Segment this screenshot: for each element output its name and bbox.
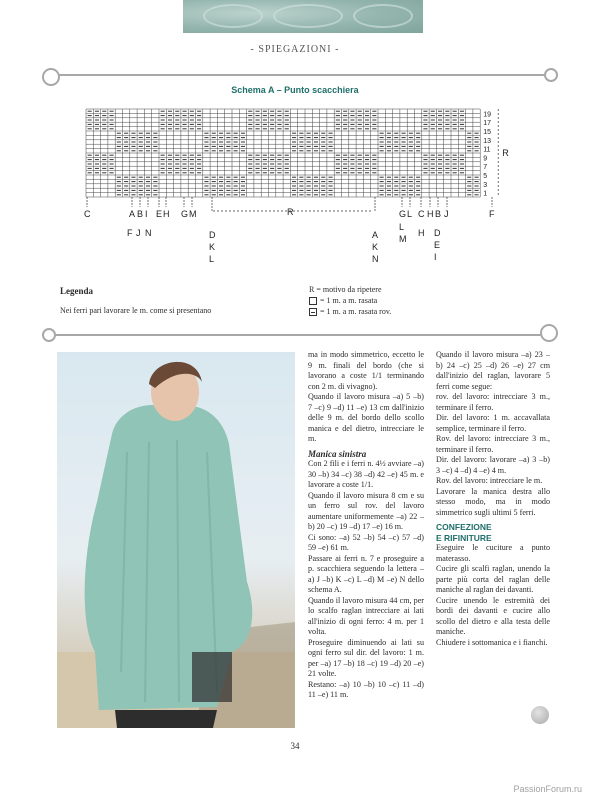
chart-marker: H (427, 209, 434, 219)
chart-marker: M (399, 234, 407, 244)
legend-rasata: = 1 m. a m. rasata (309, 295, 391, 306)
chart-marker: K (372, 242, 379, 252)
chart-marker: L (209, 254, 215, 264)
chart-marker: D (434, 228, 441, 238)
chart-marker: N (145, 228, 152, 238)
chart-marker: N (372, 254, 379, 264)
paragraph: Rov. del lavoro: intrecciare 3 m., terminare il ferro. (436, 434, 550, 454)
page-number: 34 (290, 741, 300, 751)
paragraph: rov. del lavoro: intrecciare 3 m., terminare il ferro. (436, 392, 550, 412)
paragraph: Passare ai ferri n. 7 e proseguire a p. scacchiera seguendo la lettera –a) J –b) K –c) L –d) M –e) N dello schema A. (308, 553, 424, 594)
row-number: 9 (483, 155, 488, 163)
row-number: 13 (483, 137, 491, 145)
paragraph: Rov. del lavoro: intrecciare le m. (436, 476, 543, 485)
model-photo (57, 352, 295, 728)
subhead-manica-sinistra: Manica sinistra (308, 448, 367, 459)
row-number: 11 (483, 146, 491, 154)
chart-marker: J (444, 209, 449, 219)
paragraph: Cucire unendo le estremità dei bordi dei davanti e cucire allo scollo del dietro e alla testa delle maniche. (436, 595, 550, 636)
chart-marker: H (163, 209, 170, 219)
paragraph: Dir. del lavoro: 1 m. accavallata semplice, terminare il ferro. (436, 413, 550, 433)
subhead-confezione: CONFEZIONE (436, 522, 492, 532)
stockinette-symbol-icon (309, 297, 317, 305)
schema-title: Schema A – Punto scacchiera (231, 85, 359, 95)
paragraph: Proseguire diminuendo ai lati su ogni ferro sul dir. del lavoro: 1 m. per –a) 17 –b) 18 –c) 19 –d) 20 –e) 21 volte. (308, 637, 424, 678)
chart-marker: G (181, 209, 189, 219)
chart-marker: L (407, 209, 413, 219)
reverse-stockinette-symbol-icon (309, 308, 317, 316)
chart-marker: B (435, 209, 442, 219)
paragraph: Lavorare la manica destra allo stesso modo, ma in modo simmetrico sugli ultimi 5 ferri. (436, 486, 550, 517)
paragraph: Con 2 fili e i ferri n. 4½ avviare –a) 30 –b) 34 –c) 38 –d) 42 –e) 45 m. e lavorare a coste 1/1. (308, 459, 424, 489)
chart-marker: H (418, 228, 425, 238)
repeat-label-right: R (502, 148, 509, 158)
row-number: 15 (483, 129, 491, 136)
legend-note: Nei ferri pari lavorare le m. come si presentano (60, 306, 212, 315)
subhead-rifiniture: E RIFINITURE (436, 532, 492, 543)
paragraph: Quando il lavoro misura –a) 5 –b) 7 –c) 9 –d) 11 –e) 13 cm dall'inizio delle 9 m. del bordo dello scollo manica e del dietro, intrecciare le m. (308, 392, 424, 443)
text-column-right (436, 350, 550, 648)
paragraph: Chiudere i sottomanica e i fianchi. (436, 637, 548, 647)
legend-title: Legenda (60, 286, 94, 296)
chart-marker: D (209, 230, 216, 240)
row-number: 19 (483, 111, 491, 119)
paragraph: ma in modo simmetrico, eccetto le 9 m. finali del bordo (che si lavorano a coste 1/1 terminando con 2 m. di vivagno). (308, 350, 424, 391)
legend-items (309, 284, 391, 317)
paragraph: Dir. del lavoro: lavorare –a) 3 –b) 3 –c) 4 –d) 4 –e) 4 m. (436, 455, 550, 475)
watermark: PassionForum.ru (513, 784, 582, 794)
row-number: 17 (483, 120, 491, 128)
chart-marker: E (434, 240, 441, 250)
chart-marker: F (127, 228, 133, 238)
paragraph: Quando il lavoro misura 8 cm e su un ferro sul rov. del lavoro aumentare uniformemente –a) 22 –b) 20 –c) 19 –d) 17 –e) 16 m. (308, 490, 424, 531)
paragraph: Quando il lavoro misura –a) 23 –b) 24 –c) 25 –d) 26 –e) 27 cm dall'inizio del raglan, lavorare 5 ferri come segue: (436, 350, 550, 391)
paragraph: Eseguire le cuciture a punto materasso. (436, 543, 550, 563)
chart-marker: C (418, 209, 425, 219)
chart-marker: I (145, 209, 148, 219)
repeat-label-bottom: R (287, 207, 294, 217)
chart-marker: M (189, 209, 197, 219)
chart-marker: F (489, 209, 495, 219)
chart-marker: A (129, 209, 136, 219)
paragraph: Quando il lavoro misura 44 cm, per lo scalfo raglan intrecciare ai lati all'inizio di ogni ferro: 4 m. per 1 volta. (308, 595, 424, 636)
chart-marker: K (209, 242, 216, 252)
section-label: - SPIEGAZIONI - (250, 44, 340, 55)
row-number: 1 (483, 190, 488, 198)
legend-repeat: R = motivo da ripetere (309, 285, 382, 294)
row-number: 5 (483, 173, 488, 180)
chart-marker: E (156, 209, 163, 219)
yarn-ball-icon (531, 706, 549, 724)
chart-marker: I (434, 252, 437, 262)
paragraph: Ci sono: –a) 52 –b) 54 –c) 57 –d) 59 –e) 61 m. (308, 532, 424, 552)
chart-marker: J (136, 228, 141, 238)
text-column-left (308, 350, 424, 701)
chart-marker: C (84, 209, 91, 219)
row-number: 7 (483, 164, 488, 172)
paragraph: Cucire gli scalfi raglan, unendo la parte più corta del raglan delle maniche al raglan dei davanti. (436, 564, 550, 594)
row-number: 3 (483, 181, 488, 189)
paragraph: Restano: –a) 10 –b) 10 –c) 11 –d) 11 –e) 11 m. (308, 679, 424, 699)
chart-marker: A (372, 230, 379, 240)
chart-marker: G (399, 209, 407, 219)
legend-rasata-rov: = 1 m. a m. rasata rov. (309, 306, 391, 317)
chart-marker: L (399, 222, 405, 232)
chart-marker: B (137, 209, 144, 219)
